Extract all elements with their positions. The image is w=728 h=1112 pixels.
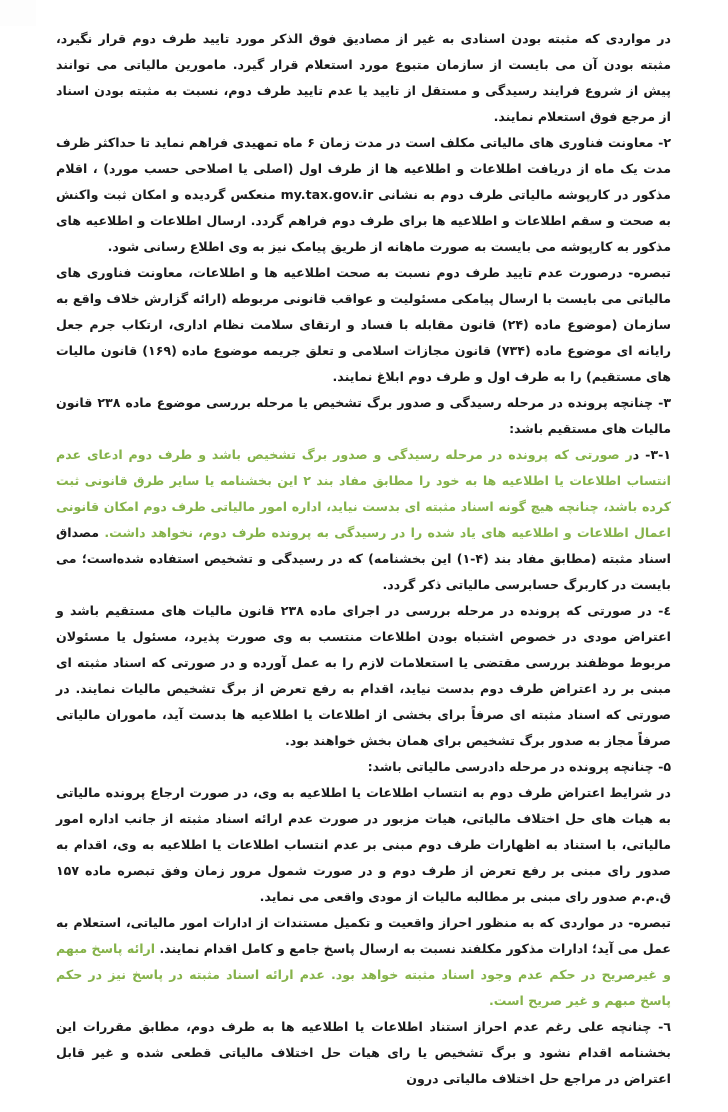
paragraph-clause-3 [56, 390, 671, 442]
paragraph-clause-3-1 [56, 442, 671, 598]
highlighted-legal-text: ارائه پاسخ مبهم و غیرصریح در حکم عدم وجود اسناد مثبته خواهد بود. عدم ارائه اسناد مثبته در پاسخ نیز در حکم پاسخ مبهم و غیر صریح است. [56, 941, 671, 1008]
paragraph-clause-5-heading [56, 754, 671, 780]
paragraph-note-clause-2 [56, 260, 671, 390]
paragraph-text: مصداق اسناد مثبته (مطابق مفاد بند (۴-۱) این بخشنامه) که در رسیدگی و تشخیص استفاده شده‌است؛ می بایست در کاربرگ حسابرسی مالیاتی ذکر گردد. [56, 525, 671, 592]
paragraph-unverified-documents [56, 26, 671, 130]
paragraph-text: ٦- چنانچه علی رغم عدم احراز استناد اطلاعات یا اطلاعیه ها به طرف دوم، مطابق مقررات این بخشنامه اقدام نشود و برگ تشخیص یا رای هیات حل اختلاف مالیاتی قطعی شده و غیر قابل اعتراض در مراجع حل اختلاف مالیاتی درون [56, 1019, 671, 1086]
paragraph-text: ۳- چنانچه پرونده در مرحله رسیدگی و صدور برگ تشخیص یا مرحله بررسی موضوع ماده ۲۳۸ قانون مالیات های مستقیم باشد: [56, 395, 672, 436]
paragraph-text: ۵- چنانچه پرونده در مرحله دادرسی مالیاتی باشد: [367, 759, 671, 774]
paragraph-text: ۲- معاونت فناوری های مالیاتی مکلف است در مدت زمان ۶ ماه تمهیدی فراهم نماید تا حداکثر ظرف مدت یک ماه از دریافت اطلاعات و اطلاعیه ها از طرف اول (اصلی یا اصلاحی حسب مورد) ، اقلام مذکور در کارپوشه مالیاتی طرف دوم به نشانی [56, 135, 671, 202]
paragraph-text: در مواردی که مثبته بودن اسنادی به غیر از مصادیق فوق الذکر مورد تایید طرف دوم قرار نگیرد، مثبته بودن آن می بایست از سازمان متبوع مورد استعلام قرار گیرد. مامورین مالیاتی می توانند پیش از شروع فرایند رسیدگی و مستقل از تایید یا عدم تایید طرف دوم، نسبت به مثبته بودن اسناد از مرجع فوق استعلام نمایند. [56, 31, 671, 124]
paragraph-text: در شرایط اعتراض طرف دوم به انتساب اطلاعات یا اطلاعیه به وی، در صورت ارجاع پرونده مالیاتی به هیات های حل اختلاف مالیاتی، هیات مزبور در صورت عدم ارائه اسناد مثبته از جانب اداره امور مالیاتی، با استناد به اظهارات طرف دوم مبنی بر عدم انتساب اطلاعات یا اطلاعیه به وی، اقدام به صدور رای مبنی بر رفع تعرض از طرف دوم و در صورت شمول مرور زمان وفق تبصره ماده ۱۵۷ ق.م.م صدور رای مبنی بر مطالبه مالیات از مودی واقعی می نماید. [56, 785, 671, 904]
paragraph-clause-2 [56, 130, 671, 260]
clause-number-text: ۳-۱- د [632, 447, 671, 462]
paragraph-clause-5-body [56, 780, 671, 910]
paragraph-text: منعکس گردیده و امکان ثبت واکنش به صحت و سقم اطلاعات و اطلاعیه ها برای طرف دوم فراهم گردد. ارسال اطلاعات و اطلاعیه های مذکور به کارپوشه می بایست به صورت ماهانه از طریق پیامک نیز به وی اطلاع رسانی شود. [56, 187, 671, 254]
portal-url-text: my.tax.gov.ir [280, 187, 374, 202]
paragraph-note-clause-5 [56, 910, 671, 1014]
paragraph-clause-6 [56, 1014, 671, 1092]
paragraph-text: ٤- در صورتی که پرونده در مرحله بررسی در اجرای ماده ۲۳۸ قانون مالیات های مستقیم باشد و اعتراض مودی در خصوص اشتباه بودن اطلاعات منتسب به وی صورت پذیرد، مسئول یا مسئولان مربوط موظفند بررسی مقتضی یا استعلامات لازم را به عمل آورده و در صورتی که اسناد مثبته ای مبنی بر رد اعتراض طرف دوم بدست نیاید، اقدام به رفع تعرض از برگ تشخیص مالیات نمایند. در صورتی که اسناد مثبته ای صرفاً برای بخشی از اطلاعات یا اطلاعیه ها بدست آید، ماموران مالیاتی صرفاً مجاز به صدور برگ تشخیص برای همان بخش خواهند بود. [56, 603, 671, 748]
scan-corner-artifact [0, 0, 36, 26]
paragraph-clause-4 [56, 598, 671, 754]
paragraph-text: تبصره- درصورت عدم تایید طرف دوم نسبت به صحت اطلاعیه ها و اطلاعات، معاونت فناوری های مالیاتی می بایست با ارسال پیامکی مسئولیت و عواقب قانونی مربوطه (ارائه گزارش خلاف واقع به سازمان (موضوع ماده (۲۴) قانون مقابله با فساد و ارتقای سلامت نظام اداری، ارتکاب جرم جعل رایانه ای موضوع ماده (۷۳۴) قانون مجازات اسلامی و تعلق جریمه موضوع ماده (۱۶۹) قانون مالیات های مستقیم) را به طرف اول و طرف دوم ابلاغ نمایند. [56, 265, 672, 384]
paragraph-text: تبصره- در مواردی که به منظور احراز واقعیت و تکمیل مستندات از ادارات امور مالیاتی، استعلام به عمل می آید؛ ادارات مذکور مکلفند نسبت به ارسال پاسخ جامع و کامل اقدام نمایند. [56, 915, 672, 956]
highlighted-legal-text: ر صورتی که پرونده در مرحله رسیدگی و صدور برگ تشخیص باشد و طرف دوم ادعای عدم انتساب اطلاعات یا اطلاعیه ها به خود را مطابق مفاد بند ۲ این بخشنامه یا سایر طرق قانونی ثبت کرده باشد، چنانچه هیچ گونه اسناد مثبته ای بدست نیاید، اداره امور مالیاتی طرف دوم امکان قانونی اعمال اطلاعات و اطلاعیه های یاد شده را در رسیدگی به پرونده طرف دوم، نخواهد داشت. [56, 447, 671, 540]
